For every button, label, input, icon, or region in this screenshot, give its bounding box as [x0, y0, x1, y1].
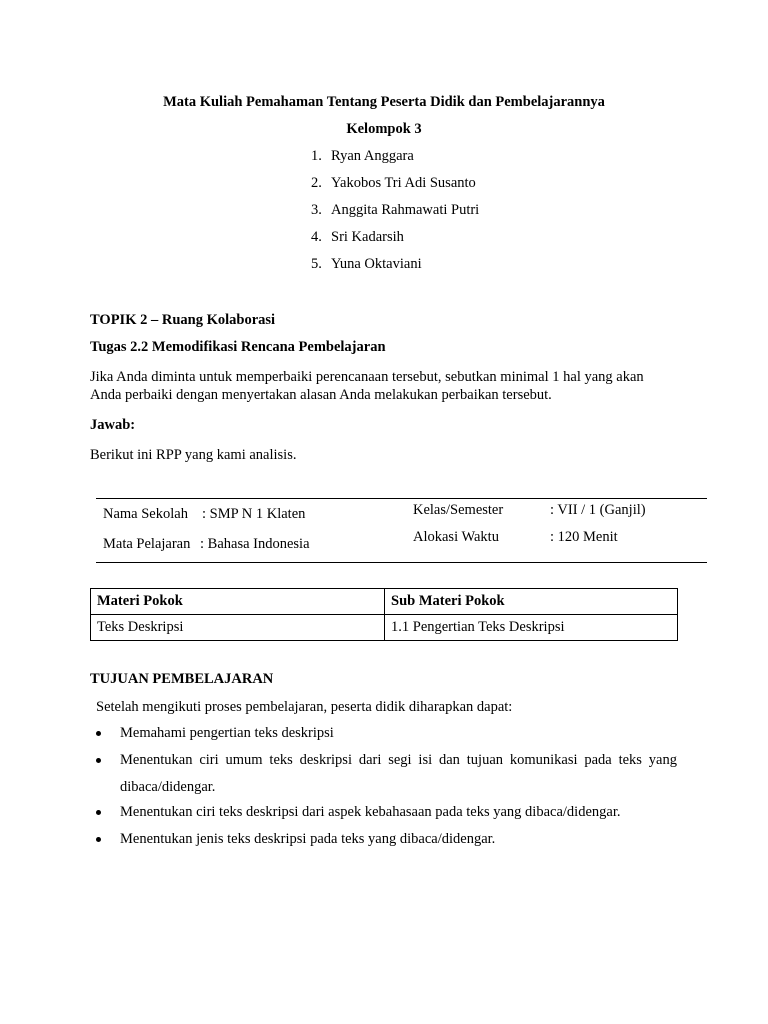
list-item-text: Memahami pengertian teks deskripsi — [120, 725, 334, 741]
table-cell: 1.1 Pengertian Teks Deskripsi — [385, 615, 678, 641]
answer-label: Jawab: — [90, 417, 136, 433]
task-heading: Tugas 2.2 Memodifikasi Rencana Pembelajaran — [90, 339, 386, 355]
school-label: Nama Sekolah — [103, 506, 188, 522]
table-cell: Teks Deskripsi — [91, 615, 385, 641]
rpp-info-box — [96, 498, 707, 563]
group-title: Kelompok 3 — [346, 121, 422, 137]
question-line-2: Anda perbaiki dengan menyertakan alasan Anda melakukan perbaikan tersebut. — [90, 387, 552, 403]
table-header-cell: Materi Pokok — [91, 589, 385, 615]
member-name: Yakobos Tri Adi Susanto — [331, 175, 476, 191]
tujuan-intro: Setelah mengikuti proses pembelajaran, peserta didik diharapkan dapat: — [96, 699, 513, 715]
member-number: 3. — [311, 202, 322, 218]
member-item — [311, 256, 422, 273]
bullet-icon — [96, 810, 101, 815]
table-header-row — [91, 589, 678, 615]
bullet-icon — [96, 837, 101, 842]
bullet-icon — [96, 758, 101, 763]
topic-heading: TOPIK 2 – Ruang Kolaborasi — [90, 312, 276, 328]
list-item-text: Menentukan ciri umum teks deskripsi dari segi isi dan tujuan komunikasi pada teks yang dibaca/didengar. — [120, 752, 677, 795]
table-header-cell: Sub Materi Pokok — [385, 589, 678, 615]
question-line-1: Jika Anda diminta untuk memperbaiki perencanaan tersebut, sebutkan minimal 1 hal yang akan — [90, 369, 644, 385]
subject-label: Mata Pelajaran — [103, 536, 191, 552]
member-item — [311, 175, 476, 192]
member-number: 1. — [311, 148, 322, 164]
member-name: Yuna Oktaviani — [331, 256, 422, 272]
member-item — [311, 202, 479, 219]
member-item — [311, 148, 414, 165]
class-value: : VII / 1 (Ganjil) — [550, 502, 646, 518]
member-name: Ryan Anggara — [331, 148, 414, 164]
subject-value: : Bahasa Indonesia — [200, 536, 310, 552]
time-value: : 120 Menit — [550, 529, 618, 545]
tujuan-heading: TUJUAN PEMBELAJARAN — [90, 671, 274, 687]
member-number: 5. — [311, 256, 322, 272]
member-name: Sri Kadarsih — [331, 229, 404, 245]
list-item-text: Menentukan ciri teks deskripsi dari aspek kebahasaan pada teks yang dibaca/didengar. — [120, 804, 621, 820]
list-item-text: Menentukan jenis teks deskripsi pada teks yang dibaca/didengar. — [120, 831, 496, 847]
school-value: : SMP N 1 Klaten — [202, 506, 306, 522]
member-number: 2. — [311, 175, 322, 191]
member-number: 4. — [311, 229, 322, 245]
member-name: Anggita Rahmawati Putri — [331, 202, 480, 218]
course-title: Mata Kuliah Pemahaman Tentang Peserta Didik dan Pembelajarannya — [163, 94, 605, 110]
materi-table — [90, 588, 678, 641]
member-item — [311, 229, 404, 246]
table-row — [91, 615, 678, 641]
bullet-icon — [96, 731, 101, 736]
time-label: Alokasi Waktu — [413, 529, 499, 545]
answer-intro: Berikut ini RPP yang kami analisis. — [90, 447, 297, 463]
class-label: Kelas/Semester — [413, 502, 504, 518]
